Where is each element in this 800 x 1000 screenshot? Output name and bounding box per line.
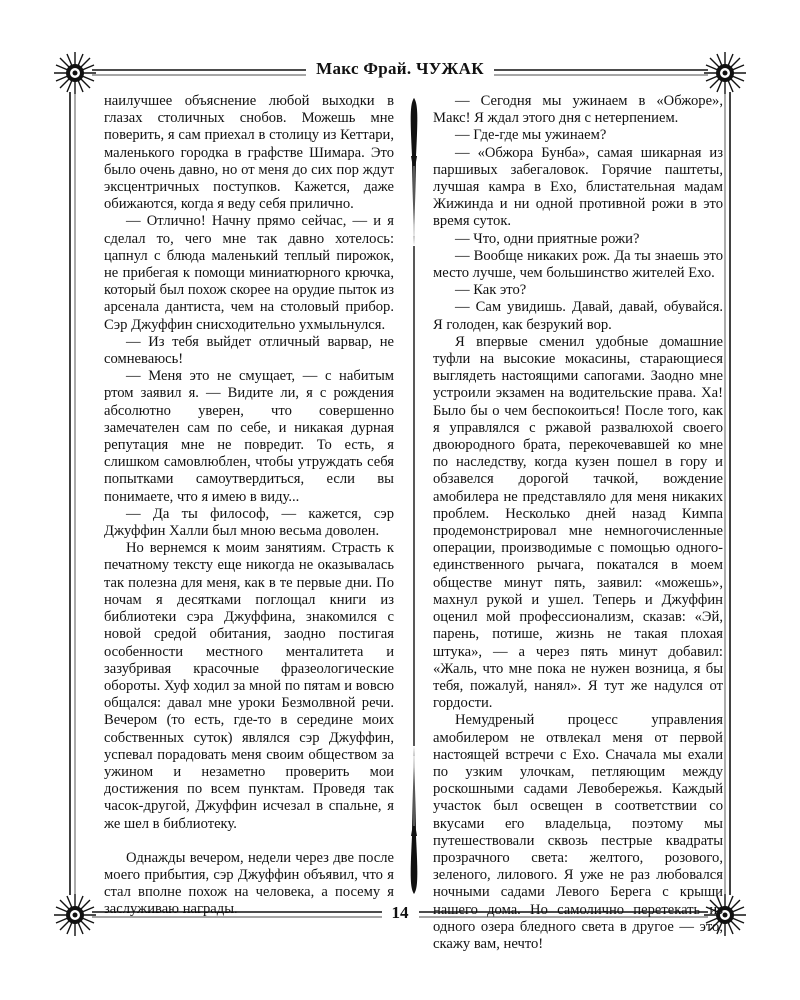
paragraph: — Где-где мы ужинаем? bbox=[455, 127, 607, 144]
paragraph: Немудреный процесс управления амобилером не отвлекал меня от первой настоящей встречи с Ехо. Сначала мы ехали по узким улочкам, петляющим между роскошными садами Левобережья. Каждый участок был освещен в соответствии со вкусами его владельца, поэтому мы путешествовали сквозь пестрые квадраты прозрачного света: желтого, розового, зеленого, лилового. Я уже не раз любовался ночными садами Левого Берега с крыши нашего дома. Но самолично перетекать из одного озера бледного света в другое — это, скажу вам, нечто! bbox=[433, 712, 723, 952]
right-text-column bbox=[433, 93, 723, 953]
paragraph: — «Обжора Бунба», самая шикарная из паршивых забегаловок. Горячие паштеты, лучшая камра в Ехо, блистательная мадам Жижинда и ни одной противной рожи в это время суток. bbox=[433, 144, 723, 230]
paragraph: — Что, одни приятные рожи? bbox=[455, 230, 640, 247]
page-number-text: 14 bbox=[382, 903, 419, 922]
paragraph: Я впервые сменил удобные домашние туфли на высокие мокасины, старающиеся выглядеть настоящими сапогами. Заодно мне устроили экзамен на водительские права. Ха! Было бы о чем беспокоиться! После того, как я управлялся с ржавой развалюхой своего двоюродного брата, перекочевавшей ко мне по наследству, когда кузен пошел в гору и обзавелся дорогой тачкой, вождение амобилера не представляло для меня никаких проблем. Несколько дней назад Кимпа продемонстрировал мне немногочисленные операции, производимые с помощью одного-единственного рычага, покатался в моем обществе минут пять, заявил: «можешь», махнул рукой и ушел. Теперь и Джуффин оценил мой профессионализм, сказав: «Эй, парень, потише, жизнь не такая плохая штука», — а через пять минут добавил: «Жаль, что мне пока не нужен возница, я бы тебя, пожалуй, нанял». Я тут же надулся от гордости. bbox=[433, 333, 723, 712]
running-header-text: Макс Фрай. ЧУЖАК bbox=[306, 59, 494, 78]
paragraph: — Из тебя выйдет отличный варвар, не сомневаюсь! bbox=[104, 333, 394, 368]
paragraph: — Да ты философ, — кажется, сэр Джуффин Халли был мною весьма доволен. bbox=[104, 505, 394, 540]
paragraph: — Отлично! Начну прямо сейчас, — и я сделал то, чего мне так давно хотелось: цапнул с блюда маленький теплый пирожок, не прибегая к помощи миниатюрного крючка, который был похож скорее на орудие пыток из арсенала дантиста, чем на столовый прибор. Сэр Джуффин снисходительно ухмыльнулся. bbox=[104, 213, 394, 333]
paragraph: Однажды вечером, недели через две после моего прибытия, сэр Джуффин объявил, что я стал вполне похож на человека, а посему я заслуживаю награды. bbox=[104, 849, 394, 918]
paragraph: — Сам увидишь. Давай, давай, обувайся. Я голоден, как безрукий вор. bbox=[433, 299, 723, 333]
paragraph: Но вернемся к моим занятиям. Страсть к печатному тексту еще никогда не оказывалась так полезна для меня, как в те первые дни. По ночам я десятками поглощал книги из библиотеки сэра Джуффина, знакомился с новой средой обитания, заодно постигая особенности местного менталитета и зазубривая красочные фразеологические обороты. Хуф ходил за мной по пятам и вовсю общался: давал мне уроки Безмолвной речи. Вечером (то есть, где-то в середине моих собственных суток) являлся сэр Джуффин, успевал порадовать меня своим обществом за ужином и незаметно проверить мои достижения по всем пунктам. Проведя так часок-другой, Джуффин исчезал в спальне, я же шел в библиотеку. bbox=[104, 540, 394, 832]
paragraph: — Меня это не смущает, — с набитым ртом заявил я. — Видите ли, я с рождения абсолютно уверен, что совершенно замечателен сам по себе, и никакая дурная репутация мне не повредит. То есть, я слишком самовлюблен, чтобы утруждать себя попытками самоутвердиться, если вы понимаете, что я имею в виду... bbox=[104, 368, 394, 505]
page-number bbox=[0, 903, 800, 923]
paragraph: наилучшее объяснение любой выходки в глазах столичных снобов. Можешь мне поверить, я сам приехал в столицу из Кеттари, маленького городка в графстве Шимара. Это было очень давно, но от меня до сих пор ждут эксцентричных поступков. Кажется, даже обижаются, когда я веду себя прилично. bbox=[104, 93, 394, 213]
paragraph: — Как это? bbox=[455, 282, 527, 299]
column-divider-pen-ornament-icon bbox=[404, 96, 424, 896]
paragraph: — Вообще никаких рож. Да ты знаешь это место лучше, чем большинство жителей Ехо. bbox=[433, 247, 723, 282]
paragraph: — Сегодня мы ужинаем в «Обжоре», Макс! Я ждал этого дня с нетерпением. bbox=[433, 93, 723, 127]
left-text-column bbox=[104, 93, 394, 919]
running-header bbox=[0, 59, 800, 79]
